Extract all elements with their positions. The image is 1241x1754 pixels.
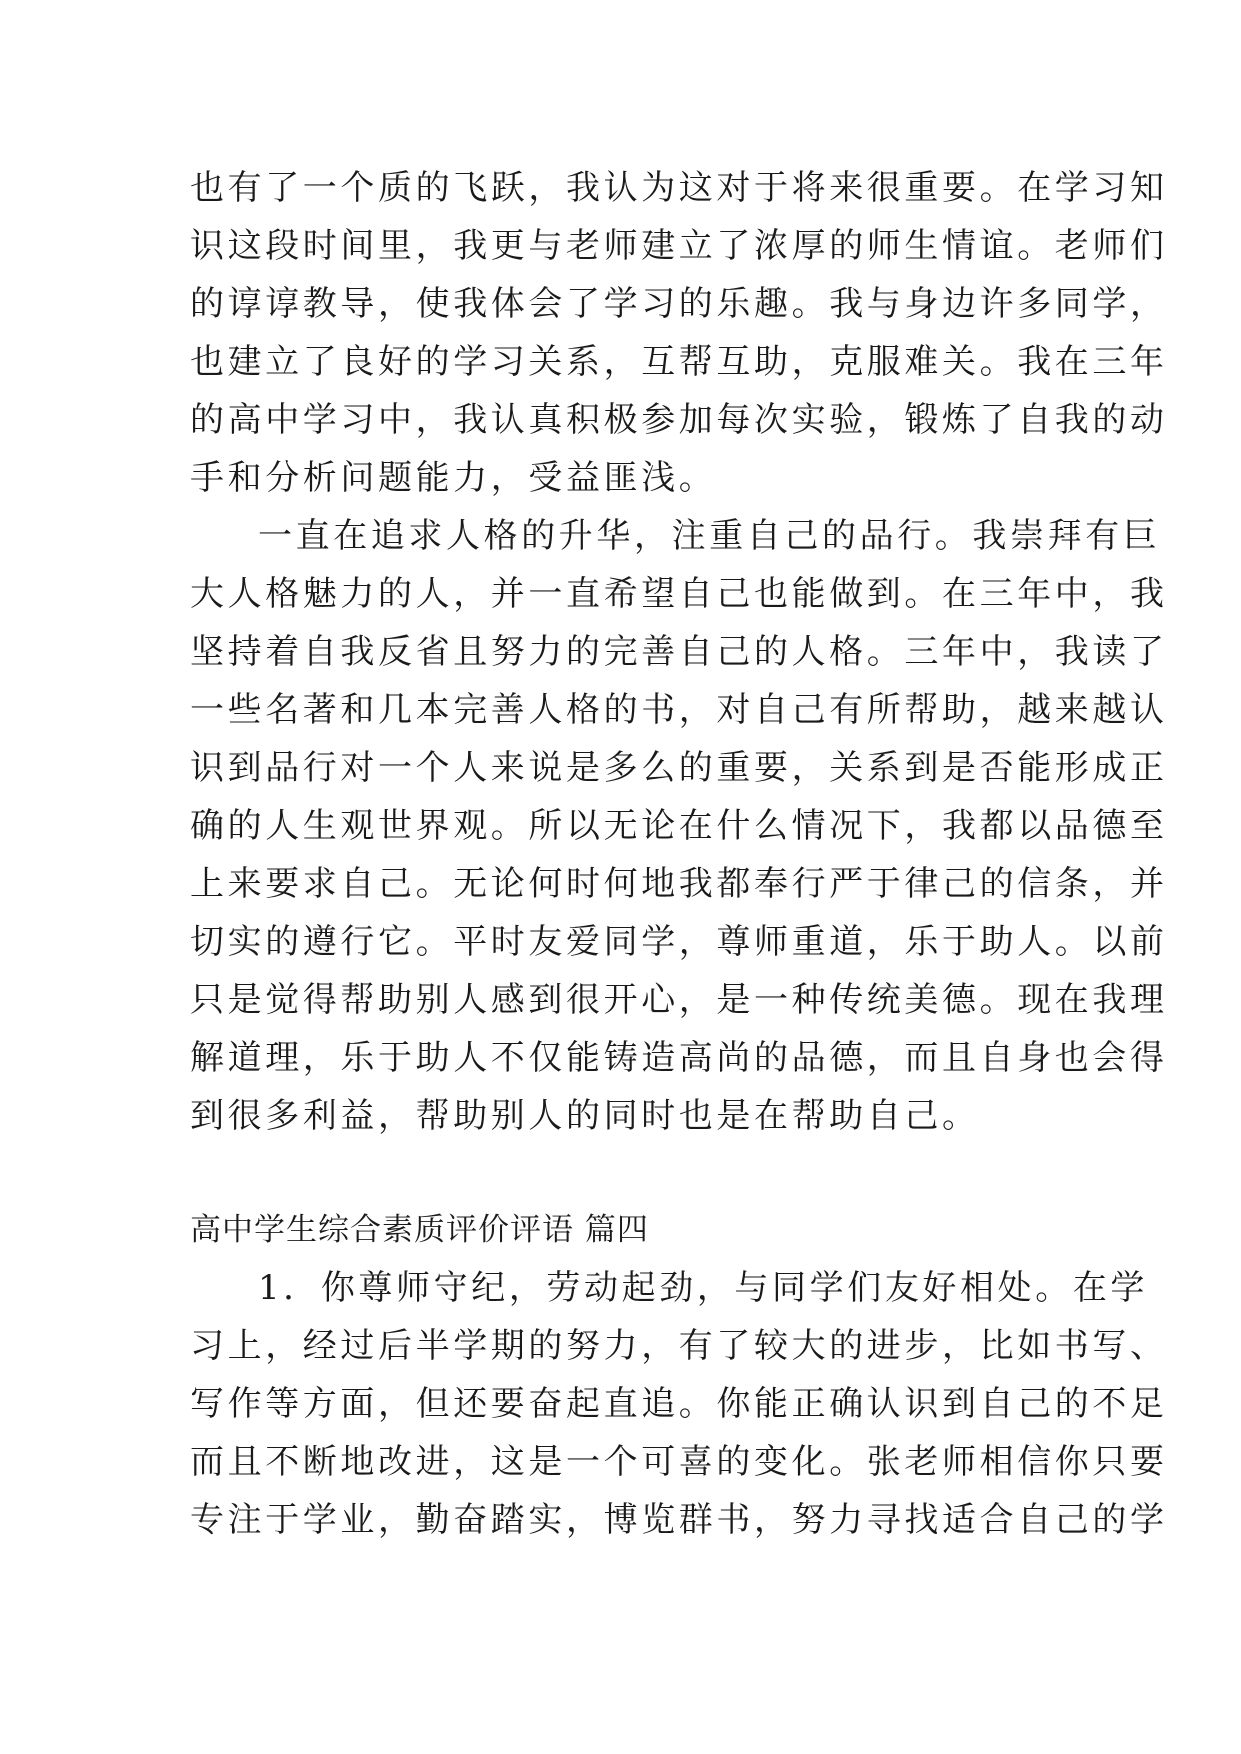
text-line: 1．你尊师守纪，劳动起劲，与同学们友好相处。在学 — [258, 1268, 1149, 1308]
text-line: 到很多利益，帮助别人的同时也是在帮助自己。 — [190, 1096, 980, 1136]
text-line: 识这段时间里，我更与老师建立了浓厚的师生情谊。老师们 — [190, 226, 1168, 266]
section-heading: 高中学生综合素质评价评语 篇四 — [190, 1212, 649, 1248]
text-line: 识到品行对一个人来说是多么的重要，关系到是否能形成正 — [190, 748, 1168, 788]
text-line: 习上，经过后半学期的努力，有了较大的进步，比如书写、 — [190, 1326, 1168, 1366]
text-line: 手和分析问题能力，受益匪浅。 — [190, 458, 717, 498]
text-line: 也建立了良好的学习关系，互帮互助，克服难关。我在三年 — [190, 342, 1168, 382]
text-line: 也有了一个质的飞跃，我认为这对于将来很重要。在学习知 — [190, 168, 1168, 208]
text-line: 写作等方面，但还要奋起直追。你能正确认识到自己的不足 — [190, 1384, 1168, 1424]
text-line: 一些名著和几本完善人格的书，对自己有所帮助，越来越认 — [190, 690, 1168, 730]
text-line: 大人格魅力的人，并一直希望自己也能做到。在三年中，我 — [190, 574, 1168, 614]
text-line: 而且不断地改进，这是一个可喜的变化。张老师相信你只要 — [190, 1442, 1168, 1482]
text-line: 只是觉得帮助别人感到很开心，是一种传统美德。现在我理 — [190, 980, 1168, 1020]
text-line: 切实的遵行它。平时友爱同学，尊师重道，乐于助人。以前 — [190, 922, 1168, 962]
text-line: 确的人生观世界观。所以无论在什么情况下，我都以品德至 — [190, 806, 1168, 846]
text-line: 解道理，乐于助人不仅能铸造高尚的品德，而且自身也会得 — [190, 1038, 1168, 1078]
text-line: 坚持着自我反省且努力的完善自己的人格。三年中，我读了 — [190, 632, 1168, 672]
text-line: 一直在追求人格的升华，注重自己的品行。我崇拜有巨 — [258, 516, 1161, 556]
text-line: 上来要求自己。无论何时何地我都奉行严于律己的信条，并 — [190, 864, 1168, 904]
text-line: 专注于学业，勤奋踏实，博览群书，努力寻找适合自己的学 — [190, 1500, 1168, 1540]
text-line: 的高中学习中，我认真积极参加每次实验，锻炼了自我的动 — [190, 400, 1168, 440]
text-line: 的谆谆教导，使我体会了学习的乐趣。我与身边许多同学， — [190, 284, 1168, 324]
